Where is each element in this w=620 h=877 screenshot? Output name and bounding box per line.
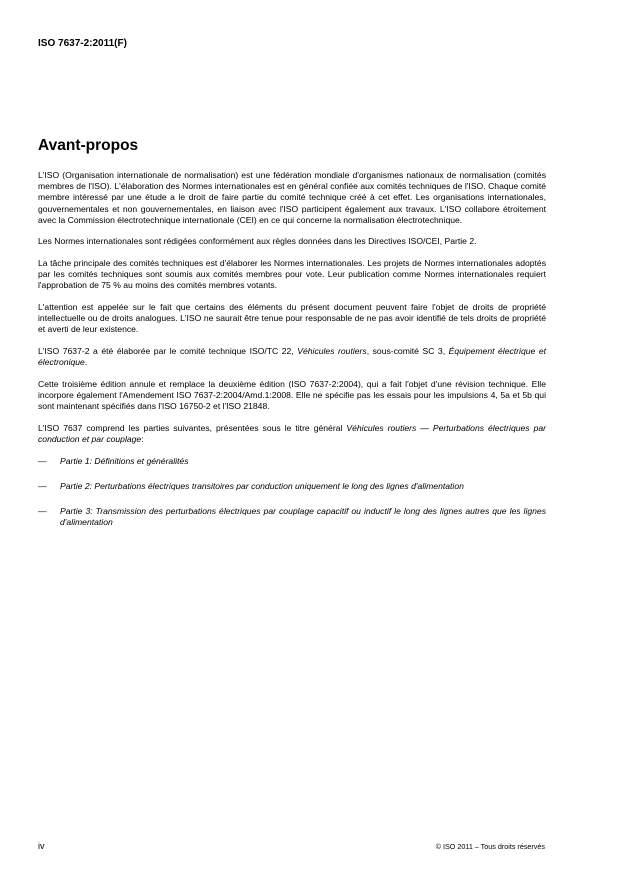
document-id-header: ISO 7637-2:2011(F) [38,38,127,49]
list-item [38,481,546,492]
paragraph-parts-intro [38,423,546,445]
list-dash: — [38,506,47,516]
part-2-title: Partie 2: Perturbations électriques transitoires par conduction uniquement le long des lignes d'alimentation [60,480,464,491]
part-3-title: Partie 3: Transmission des perturbations électriques par couplage capacitif ou inductif le long des lignes autres que les lignes d'alimentation [60,506,546,528]
paragraph-prepared-by [38,346,546,368]
list-dash: — [38,480,47,491]
paragraph-directives: Les Normes internationales sont rédigées conformément aux règles données dans les Directives ISO/CEI, Partie 2. [38,236,477,247]
subcommittee-name: Équipement électrique et électronique [38,346,546,368]
paragraph-iso-overview: L'ISO (Organisation internationale de normalisation) est une fédération mondiale d'organismes nationaux de normalisation (comités membres de l'ISO). L'élaboration des Normes internationales est en général confiée aux comités techniques de l'ISO. Chaque comité membre intéressé par une étude a le droit de faire partie du comité technique créé à cet effet. Les organisations internationales, gouvernementales et non gouvernementales, en liaison avec l'ISO participent également aux travaux. L'ISO collabore étroitement avec la Commission électrotechnique internationale (CEI) en ce qui concerne la normalisation électrotechnique. [38,170,546,225]
prepared-by-text: L'ISO 7637-2 a été élaborée par le comité technique ISO/TC 22, [38,346,298,356]
page-title: Avant-propos [38,137,139,154]
part-1-title: Partie 1: Définitions et généralités [60,455,189,466]
prepared-by-end: . [84,357,88,368]
copyright-notice: © ISO 2011 – Tous droits réservés [435,842,545,851]
list-item [38,456,546,467]
parts-intro-text: L'ISO 7637 comprend les parties suivantes, présentées sous le titre général [38,422,347,433]
parts-list [38,456,546,529]
paragraph-edition: Cette troisième édition annule et remplace la deuxième édition (ISO 7637-2:2004), qui a fait l'objet d'une révision technique. Elle incorpore également l'Amendement ISO 7637-2:2004/Amd.1:2008. Elle ne spécifie pas les essais pour les impulsions 4, 5a et 5b qui sont maintenant spécifiés dans l'ISO 16750-2 et l'ISO 21848. [38,378,546,412]
paragraph-technical-committees: La tâche principale des comités techniques est d'élaborer les Normes internationales. Les projets de Normes internationales adoptés par les comités techniques sont soumis aux comités membres pour vote. Leur publication comme Normes internationales requiert l'approbation de 75 % au moins des comités membres votants. [38,258,546,291]
list-item [38,506,546,528]
subcommittee-text: , sous-comité SC 3, [366,346,449,356]
page-number: iv [38,841,45,851]
general-title: Véhicules routiers — Perturbations électriques par conduction et par couplage [38,422,546,444]
paragraph-patent-rights: L'attention est appelée sur le fait que certains des éléments du présent document peuvent faire l'objet de droits de propriété intellectuelle ou de droits analogues. L'ISO ne saurait être tenue pour responsable de ne pas avoir identifié de tels droits de propriété et averti de leur existence. [38,302,546,335]
foreword-body [38,170,546,542]
committee-name: Véhicules routiers [297,346,367,356]
list-dash: — [38,455,47,466]
parts-intro-end: : [141,434,144,444]
